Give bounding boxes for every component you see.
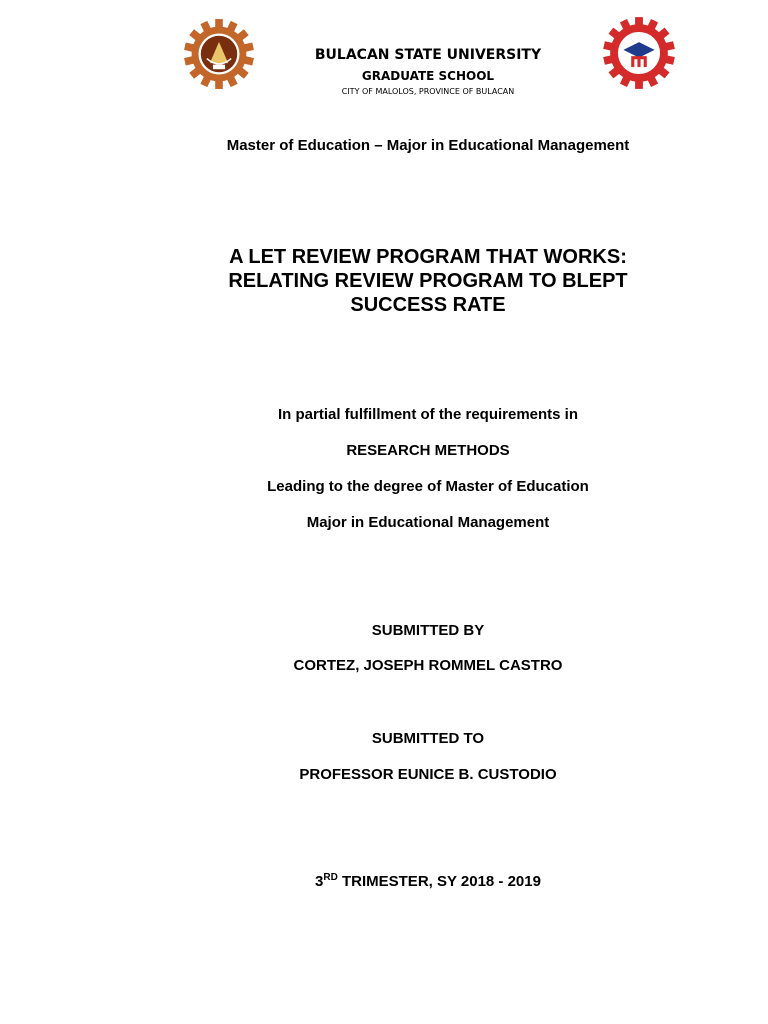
professor-name: PROFESSOR EUNICE B. CUSTODIO (299, 766, 557, 783)
university-location: CITY OF MALOLOS, PROVINCE OF BULACAN (341, 87, 515, 96)
author-name: CORTEZ, JOSEPH ROMMEL CASTRO (293, 657, 563, 674)
seal-year-plate (213, 65, 225, 70)
major-statement: Major in Educational Management (306, 514, 550, 531)
course-name: RESEARCH METHODS (346, 442, 510, 459)
submitted-by-label: SUBMITTED BY (371, 622, 485, 639)
thesis-title-line: RELATING REVIEW PROGRAM TO BLEPT (228, 270, 628, 292)
university-name: BULACAN STATE UNIVERSITY (314, 47, 542, 63)
thesis-title (190, 245, 666, 317)
seal-building-shape (631, 56, 647, 67)
fulfillment-statement: In partial fulfillment of the requirements in (277, 406, 579, 423)
graduate-school-seal-logo (600, 14, 678, 92)
seal-building-window (641, 59, 644, 67)
thesis-title-line: A LET REVIEW PROGRAM THAT WORKS: (229, 246, 627, 268)
thesis-title-line: SUCCESS RATE (350, 294, 506, 316)
term-ordinal-suffix: RD (323, 872, 338, 883)
seal-building-door (634, 59, 637, 67)
submitted-to-label: SUBMITTED TO (371, 730, 485, 747)
degree-statement: Leading to the degree of Master of Education (267, 478, 589, 495)
term-line (160, 873, 696, 891)
graduate-school-name: GRADUATE SCHOOL (361, 69, 495, 83)
term-text: TRIMESTER, SY 2018 - 2019 (337, 873, 541, 890)
university-seal-logo (181, 16, 257, 92)
term-number: 3 (315, 873, 324, 890)
program-heading: Master of Education – Major in Educational Management (226, 137, 630, 154)
